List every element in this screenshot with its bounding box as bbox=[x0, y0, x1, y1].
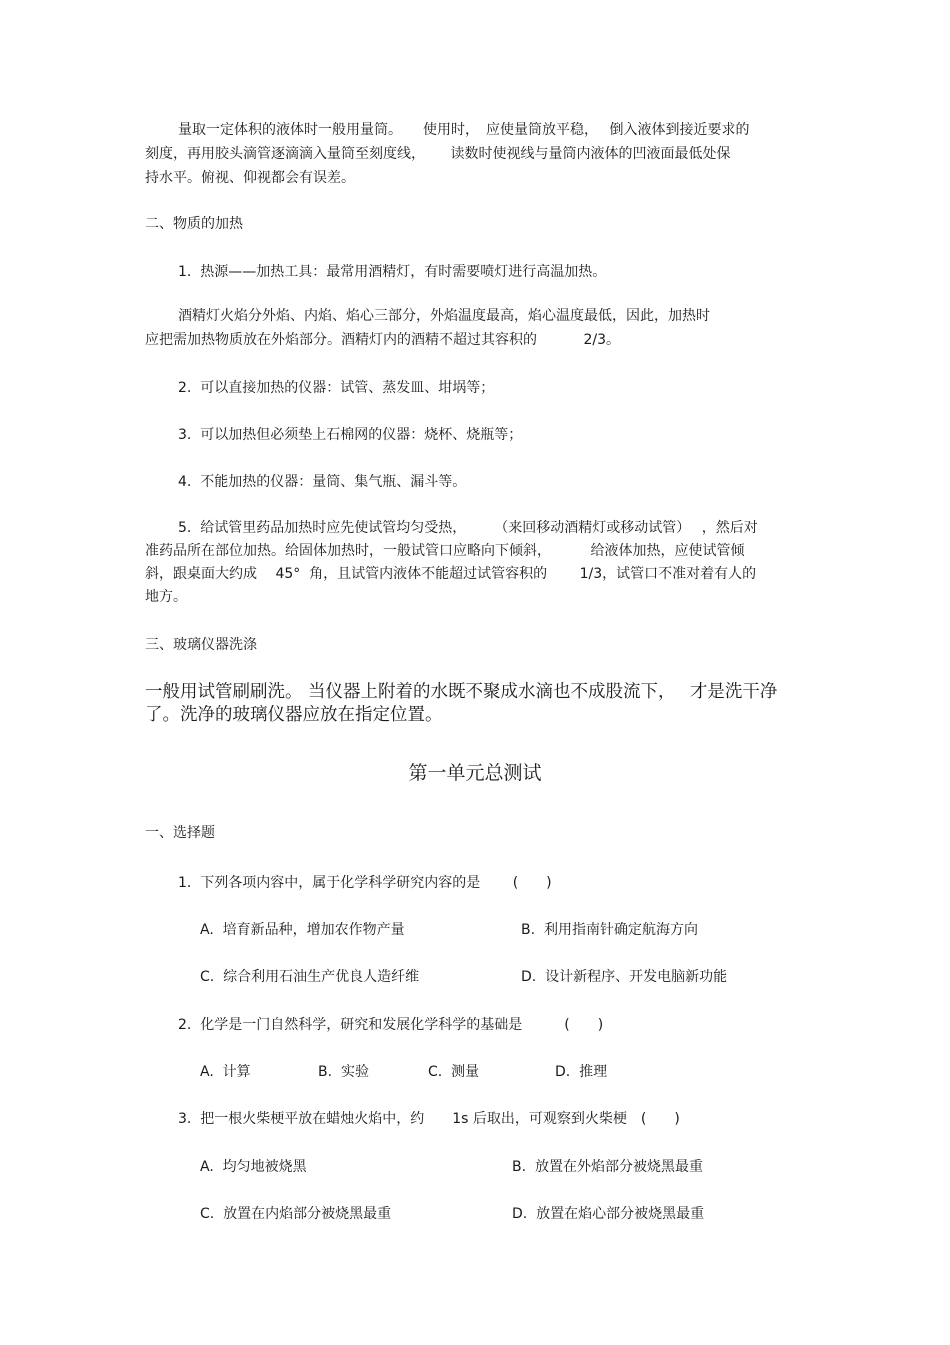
heating-item-5-line-4: 地方。 bbox=[145, 589, 187, 605]
heating-item-5-line-2: 准药品所在部位加热。给固体加热时，一般试管口应略向下倾斜， 给液体加热，应使试管倾 bbox=[145, 543, 745, 559]
question-3-stem: 3. 把一根火柴梗平放在蜡烛火焰中，约 1s 后取出，可观察到火柴梗 ( ) bbox=[178, 1111, 680, 1127]
question-1-option-d: D. 设计新程序、开发电脑新功能 bbox=[521, 969, 728, 985]
question-1-option-b: B. 利用指南针确定航海方向 bbox=[521, 922, 698, 938]
intro-line-3: 持水平。俯视、仰视都会有误差。 bbox=[145, 170, 355, 186]
heating-heading: 二、物质的加热 bbox=[145, 216, 243, 232]
question-3-option-c: C. 放置在内焰部分被烧黑最重 bbox=[200, 1206, 392, 1222]
heating-item-2: 2. 可以直接加热的仪器：试管、蒸发皿、坩埚等； bbox=[178, 380, 495, 396]
test-title: 第一单元总测试 bbox=[408, 762, 542, 784]
question-1-stem: 1. 下列各项内容中，属于化学科学研究内容的是 ( ) bbox=[178, 875, 552, 891]
intro-line-2: 刻度，再用胶头滴管逐滴滴入量筒至刻度线， 读数时使视线与量筒内液体的凹液面最低处保 bbox=[145, 146, 731, 162]
heating-item-5-line-3: 斜，跟桌面大约成 45° 角，且试管内液体不能超过试管容积的 1/3，试管口不准对着有人的 bbox=[145, 566, 757, 582]
question-3-option-a: A. 均匀地被烧黑 bbox=[200, 1159, 307, 1175]
question-2-option-d: D. 推理 bbox=[555, 1064, 608, 1080]
question-2-option-c: C. 测量 bbox=[428, 1064, 480, 1080]
intro-line-1: 量取一定体积的液体时一般用量筒。 使用时， 应使量筒放平稳， 倒入液体到接近要求的 bbox=[178, 122, 750, 138]
heating-item-4: 4. 不能加热的仪器：量筒、集气瓶、漏斗等。 bbox=[178, 474, 467, 490]
washing-line-2: 了。洗净的玻璃仪器应放在指定位置。 bbox=[145, 705, 443, 725]
washing-line-1: 一般用试管刷刷洗。 当仪器上附着的水既不聚成水滴也不成股流下， 才是洗干净 bbox=[145, 682, 778, 702]
question-2-option-b: B. 实验 bbox=[318, 1064, 369, 1080]
question-3-option-b: B. 放置在外焰部分被烧黑最重 bbox=[512, 1159, 703, 1175]
heating-item-5-line-1: 5. 给试管里药品加热时应先使试管均匀受热， （来回移动酒精灯或移动试管） ，然后对 bbox=[178, 520, 758, 536]
heating-para-line-1: 酒精灯火焰分外焰、内焰、焰心三部分，外焰温度最高，焰心温度最低，因此，加热时 bbox=[178, 308, 710, 324]
question-3-option-d: D. 放置在焰心部分被烧黑最重 bbox=[512, 1206, 705, 1222]
question-2-option-a: A. 计算 bbox=[200, 1064, 251, 1080]
question-1-option-a: A. 培育新品种，增加农作物产量 bbox=[200, 922, 405, 938]
test-section-heading: 一、选择题 bbox=[145, 825, 215, 841]
question-1-option-c: C. 综合利用石油生产优良人造纤维 bbox=[200, 969, 420, 985]
question-2-stem: 2. 化学是一门自然科学，研究和发展化学科学的基础是 ( ) bbox=[178, 1017, 604, 1033]
heating-para-line-2: 应把需加热物质放在外焰部分。酒精灯内的酒精不超过其容积的 2/3。 bbox=[145, 332, 620, 348]
washing-heading: 三、玻璃仪器洗涤 bbox=[145, 637, 257, 653]
heating-item-1: 1. 热源——加热工具：最常用酒精灯，有时需要喷灯进行高温加热。 bbox=[178, 264, 607, 280]
heating-item-3: 3. 可以加热但必须垫上石棉网的仪器：烧杯、烧瓶等； bbox=[178, 427, 523, 443]
